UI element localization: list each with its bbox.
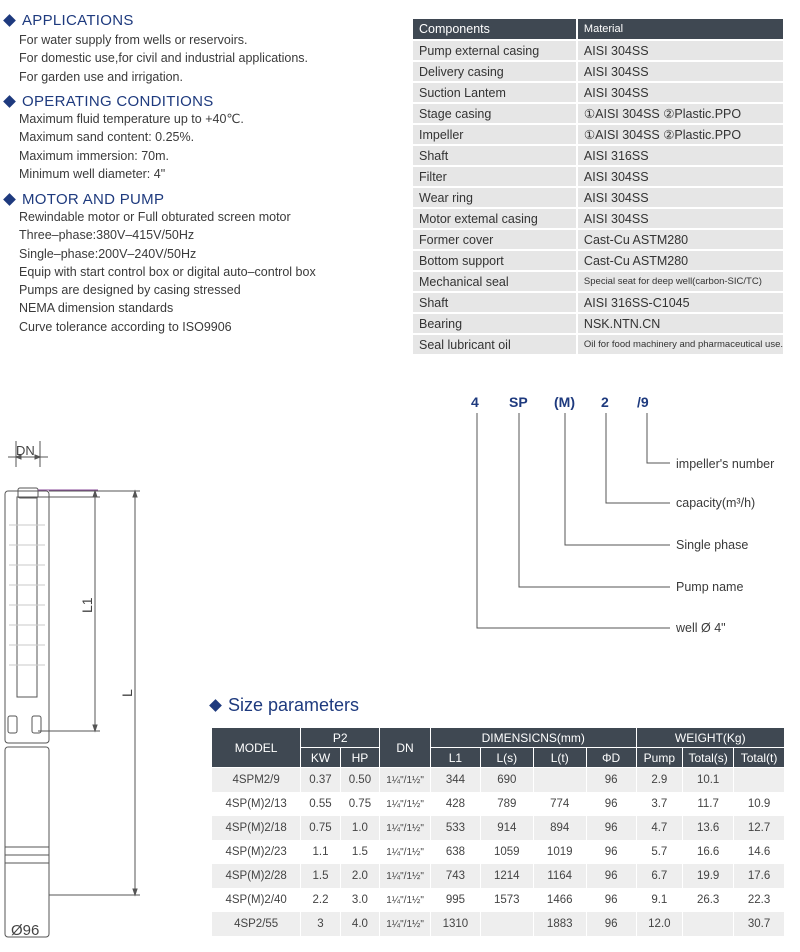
kw-cell: 0.55 [301,792,340,816]
total-s-cell: 19.9 [683,864,734,888]
model-cell: 4SP(M)2/13 [212,792,301,816]
ls-cell: 1059 [480,840,533,864]
material-cell: Oil for food machinery and pharmaceutical use. [577,334,783,354]
component-cell: Former cover [413,229,577,250]
size-parameters-heading [208,695,359,716]
material-cell: AISI 316SS-C1045 [577,292,783,313]
material-header: Material [577,19,783,40]
leader-line-capacity [606,413,670,503]
table-row [212,840,785,864]
material-cell: ①AISI 304SS ②Plastic.PPO [577,103,783,124]
operating-line: Minimum well diameter: 4" [19,166,166,181]
kw-cell: 1.1 [301,840,340,864]
model-cell: 4SP(M)2/40 [212,888,301,912]
code-part-impeller: /9 [637,394,649,410]
applications-line: For water supply from wells or reservoirs. [19,33,248,47]
total-t-cell: 22.3 [734,888,785,912]
size-parameters-title: Size parameters [228,695,360,715]
l-label: L [119,689,135,697]
operating-line: Maximum sand content: 0.25%. [19,130,195,145]
phid-cell: 96 [586,864,636,888]
total-s-cell [683,912,734,936]
operating-line: Maximum immersion: 70m. [19,148,170,163]
operating-title: OPERATING CONDITIONS [22,93,214,110]
component-cell: Impeller [413,124,577,145]
motor-line: Three–phase:380V–415V/50Hz [19,228,195,243]
kw-cell: 0.75 [301,816,340,840]
dn-header: DN [380,728,431,768]
component-cell: Seal lubricant oil [413,334,577,354]
p2-header: P2 [301,728,380,748]
material-cell: AISI 304SS [577,166,783,187]
component-cell: Mechanical seal [413,271,577,292]
table-row [212,864,785,888]
components-header: Components [413,19,577,40]
hp-cell: 3.0 [340,888,379,912]
l1-cell: 1310 [431,912,481,936]
material-cell: AISI 304SS [577,208,783,229]
material-cell: AISI 304SS [577,40,783,61]
pump-weight-cell: 3.7 [636,792,683,816]
label-impeller-number: impeller's number [676,457,775,471]
pump-weight-cell: 5.7 [636,840,683,864]
pump-weight-cell: 12.0 [636,912,683,936]
phid-header: ΦD [586,748,636,768]
dn-cell: 1¼"/1½" [380,864,431,888]
kw-cell: 2.2 [301,888,340,912]
lt-cell: 1466 [533,888,586,912]
lt-cell: 894 [533,816,586,840]
size-table-body [212,768,785,937]
table-row [212,888,785,912]
phid-cell: 96 [586,888,636,912]
kw-header: KW [301,748,340,768]
total-t-cell: 10.9 [734,792,785,816]
hp-cell: 4.0 [340,912,379,936]
material-cell: Cast-Cu ASTM280 [577,229,783,250]
lt-cell [533,768,586,793]
total-t-cell: 14.6 [734,840,785,864]
l1-cell: 344 [431,768,481,793]
phid-cell: 96 [586,792,636,816]
diamond-bullet-icon [209,699,222,712]
applications-line: For domestic use,for civil and industrial applications. [19,51,309,66]
l1-cell: 743 [431,864,481,888]
model-header: MODEL [212,728,301,768]
component-cell: Stage casing [413,103,577,124]
table-row [212,768,785,793]
component-cell: Shaft [413,292,577,313]
label-single-phase: Single phase [676,538,749,552]
total-t-header: Total(t) [734,748,785,768]
total-s-header: Total(s) [683,748,734,768]
ls-cell: 914 [480,816,533,840]
model-cell: 4SP2/55 [212,912,301,936]
total-s-cell: 16.6 [683,840,734,864]
kw-cell: 3 [301,912,340,936]
dn-label: DN [16,443,35,458]
leader-line-well [477,413,670,628]
pump-weight-cell: 4.7 [636,816,683,840]
motor-line: Pumps are designed by casing stressed [19,283,241,298]
applications-title: APPLICATIONS [22,12,134,29]
total-s-cell: 11.7 [683,792,734,816]
ls-cell: 690 [480,768,533,793]
l1-cell: 995 [431,888,481,912]
l1-cell: 638 [431,840,481,864]
dn-cell: 1¼"/1½" [380,840,431,864]
phid-cell: 96 [586,768,636,793]
applications-line: For garden use and irrigation. [19,69,183,84]
label-well: well Ø 4" [676,621,726,635]
table-row [212,792,785,816]
lt-cell: 1164 [533,864,586,888]
size-header-row [212,728,785,748]
phid-cell: 96 [586,816,636,840]
dimensions-header: DIMENSICNS(mm) [431,728,637,748]
lt-cell: 1019 [533,840,586,864]
l1-cell: 533 [431,816,481,840]
dn-cell: 1¼"/1½" [380,888,431,912]
phid-cell: 96 [586,840,636,864]
total-s-cell: 26.3 [683,888,734,912]
component-cell: Shaft [413,145,577,166]
material-cell: AISI 316SS [577,145,783,166]
material-cell: NSK.NTN.CN [577,313,783,334]
motor-line: Rewindable motor or Full obturated screen motor [19,210,291,224]
total-t-cell: 12.7 [734,816,785,840]
total-t-cell: 17.6 [734,864,785,888]
total-t-cell [734,768,785,793]
dn-cell: 1¼"/1½" [380,768,431,793]
operating-line: Maximum fluid temperature up to +40℃. [19,112,244,126]
motor-line: Curve tolerance according to ISO9906 [19,319,232,334]
motor-line: NEMA dimension standards [19,301,174,316]
l1-cell: 428 [431,792,481,816]
code-part-well: 4 [471,394,479,410]
ls-cell: 1214 [480,864,533,888]
leader-line-single-phase [565,413,670,545]
code-part-phase: (M) [554,394,575,410]
hp-cell: 0.50 [340,768,379,793]
phid-cell: 96 [586,912,636,936]
l1-label: L1 [79,597,95,613]
material-cell: AISI 304SS [577,61,783,82]
dn-cell: 1¼"/1½" [380,912,431,936]
hp-cell: 0.75 [340,792,379,816]
code-part-capacity: 2 [601,394,609,410]
hp-cell: 1.5 [340,840,379,864]
material-cell: Cast-Cu ASTM280 [577,250,783,271]
component-cell: Bearing [413,313,577,334]
kw-cell: 0.37 [301,768,340,793]
dn-cell: 1¼"/1½" [380,792,431,816]
leader-line-impeller [647,413,670,463]
component-cell: Motor extemal casing [413,208,577,229]
table-row [212,912,785,936]
motor-line: Equip with start control box or digital auto–control box [19,264,316,279]
component-cell: Delivery casing [413,61,577,82]
component-cell: Pump external casing [413,40,577,61]
table-row [212,816,785,840]
material-cell: ①AISI 304SS ②Plastic.PPO [577,124,783,145]
label-capacity: capacity(m³/h) [676,496,756,510]
component-cell: Bottom support [413,250,577,271]
l1-header: L1 [431,748,481,768]
pump-weight-cell: 2.9 [636,768,683,793]
component-cell: Wear ring [413,187,577,208]
lt-header: L(t) [533,748,586,768]
model-cell: 4SP(M)2/23 [212,840,301,864]
dn-cell: 1¼"/1½" [380,816,431,840]
model-cell: 4SPM2/9 [212,768,301,793]
total-s-cell: 10.1 [683,768,734,793]
hp-cell: 2.0 [340,864,379,888]
component-cell: Suction Lantem [413,82,577,103]
kw-cell: 1.5 [301,864,340,888]
hp-cell: 1.0 [340,816,379,840]
label-pump-name: Pump name [676,580,744,594]
total-s-cell: 13.6 [683,816,734,840]
size-parameters-table [211,727,785,936]
weight-header: WEIGHT(Kg) [636,728,785,748]
material-cell: AISI 304SS [577,187,783,208]
ls-header: L(s) [480,748,533,768]
diameter-label: Ø96 [11,922,40,939]
pump-weight-header: Pump [636,748,683,768]
material-cell: Special seat for deep well(carbon-SIC/TC) [577,271,783,292]
total-t-cell: 30.7 [734,912,785,936]
material-cell: AISI 304SS [577,82,783,103]
pump-weight-cell: 9.1 [636,888,683,912]
code-part-name: SP [509,394,528,410]
hp-header: HP [340,748,379,768]
lt-cell: 1883 [533,912,586,936]
lt-cell: 774 [533,792,586,816]
component-cell: Filter [413,166,577,187]
pump-drawing [0,435,160,952]
model-cell: 4SP(M)2/18 [212,816,301,840]
motor-line: Single–phase:200V–240V/50Hz [19,246,197,261]
ls-cell: 789 [480,792,533,816]
motor-title: MOTOR AND PUMP [22,191,165,208]
ls-cell: 1573 [480,888,533,912]
model-cell: 4SP(M)2/28 [212,864,301,888]
ls-cell [480,912,533,936]
pump-weight-cell: 6.7 [636,864,683,888]
